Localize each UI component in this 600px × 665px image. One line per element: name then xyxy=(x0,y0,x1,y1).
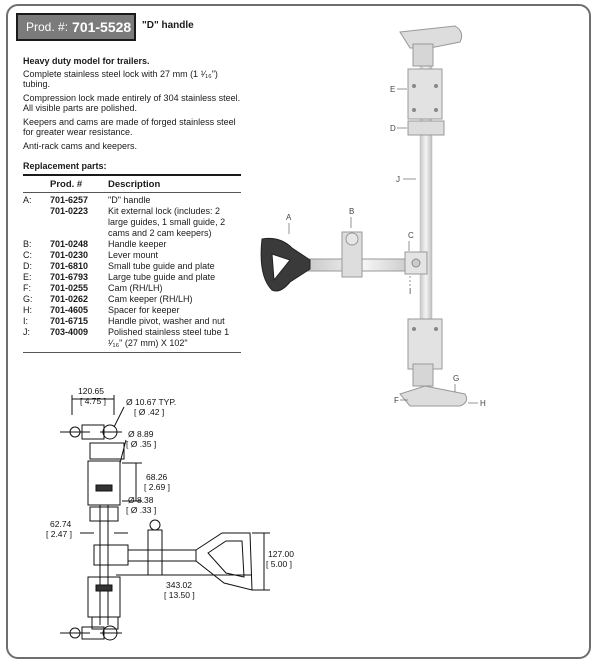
table-row: 701-0223 Kit external lock (includes: 2 large guides, 1 small guide, 2 cams and 2 cam keepers) xyxy=(50,206,226,238)
table-row: F: 701-0255 Cam (RH/LH) xyxy=(23,283,163,293)
prod-number: 701-5528 xyxy=(72,19,132,35)
dim-length-mm: 343.02 xyxy=(166,580,192,590)
dim-d889-mm: Ø 8.89 xyxy=(128,429,154,439)
label-e: E xyxy=(390,85,396,94)
description-paragraph: Complete stainless steel lock with 27 mm (1 ¹⁄₁₆") tubing. xyxy=(23,68,218,89)
description-paragraph: Keepers and cams are made of forged stainless steel for greater wear resistance. xyxy=(23,116,236,137)
label-h: H xyxy=(480,399,486,408)
label-j: J xyxy=(396,175,400,184)
dim-hole-mm: Ø 10.67 TYP. xyxy=(126,397,177,407)
table-row: J: 703-4009 Polished stainless steel tube 1 ¹⁄₁₆" (27 mm) X 102" xyxy=(23,327,230,348)
description-heading: Heavy duty model for trailers. xyxy=(23,56,150,66)
product-photo xyxy=(250,14,495,414)
divider xyxy=(23,352,241,353)
dim-h6826-mm: 68.26 xyxy=(146,472,168,482)
column-header-description: Description xyxy=(108,179,161,190)
column-header-prod: Prod. # xyxy=(50,179,83,190)
table-row: A: 701-6257 "D" handle xyxy=(23,195,151,205)
dim-d889-in: [ Ø .35 ] xyxy=(126,439,157,449)
product-description xyxy=(23,56,243,154)
dim-d838-mm: Ø 8.38 xyxy=(128,495,154,505)
label-g: G xyxy=(453,374,460,383)
table-row: I: 701-6715 Handle pivot, washer and nut xyxy=(23,316,225,326)
dim-width-in: [ 4.75 ] xyxy=(80,396,106,406)
dim-h6826-in: [ 2.69 ] xyxy=(144,482,170,492)
table-row: D: 701-6810 Small tube guide and plate xyxy=(23,261,215,271)
table-row: C: 701-0230 Lever mount xyxy=(23,250,159,260)
dim-offset-mm: 62.74 xyxy=(50,519,72,529)
dim-handle-h-in: [ 5.00 ] xyxy=(266,559,292,569)
dim-width-mm: 120.65 xyxy=(78,386,104,396)
description-paragraph: Anti-rack cams and keepers. xyxy=(23,140,138,151)
label-a: A xyxy=(286,213,292,222)
description-paragraph: Compression lock made entirely of 304 stainless steel. All visible parts are polished. xyxy=(23,92,241,113)
table-row: B: 701-0248 Handle keeper xyxy=(23,239,167,249)
product-number-badge xyxy=(16,13,136,41)
parts-title: Replacement parts: xyxy=(23,161,107,171)
table-row: E: 701-6793 Large tube guide and plate xyxy=(23,272,216,282)
label-d: D xyxy=(390,124,396,133)
dimension-drawing xyxy=(20,385,310,645)
label-i: I xyxy=(409,287,412,296)
dim-hole-in: [ Ø .42 ] xyxy=(134,407,165,417)
dim-handle-h-mm: 127.00 xyxy=(268,549,294,559)
table-row: G: 701-0262 Cam keeper (RH/LH) xyxy=(23,294,193,304)
dim-d838-in: [ Ø .33 ] xyxy=(126,505,157,515)
parts-header-row xyxy=(23,176,241,193)
replacement-parts-table xyxy=(23,161,241,353)
product-name: "D" handle xyxy=(142,20,194,31)
prod-label: Prod. #: xyxy=(26,20,69,34)
label-b: B xyxy=(349,207,355,216)
label-c: C xyxy=(408,231,414,240)
dim-length-in: [ 13.50 ] xyxy=(164,590,195,600)
table-row: H: 701-4605 Spacer for keeper xyxy=(23,305,180,315)
dim-offset-in: [ 2.47 ] xyxy=(46,529,72,539)
label-f: F xyxy=(394,396,399,405)
